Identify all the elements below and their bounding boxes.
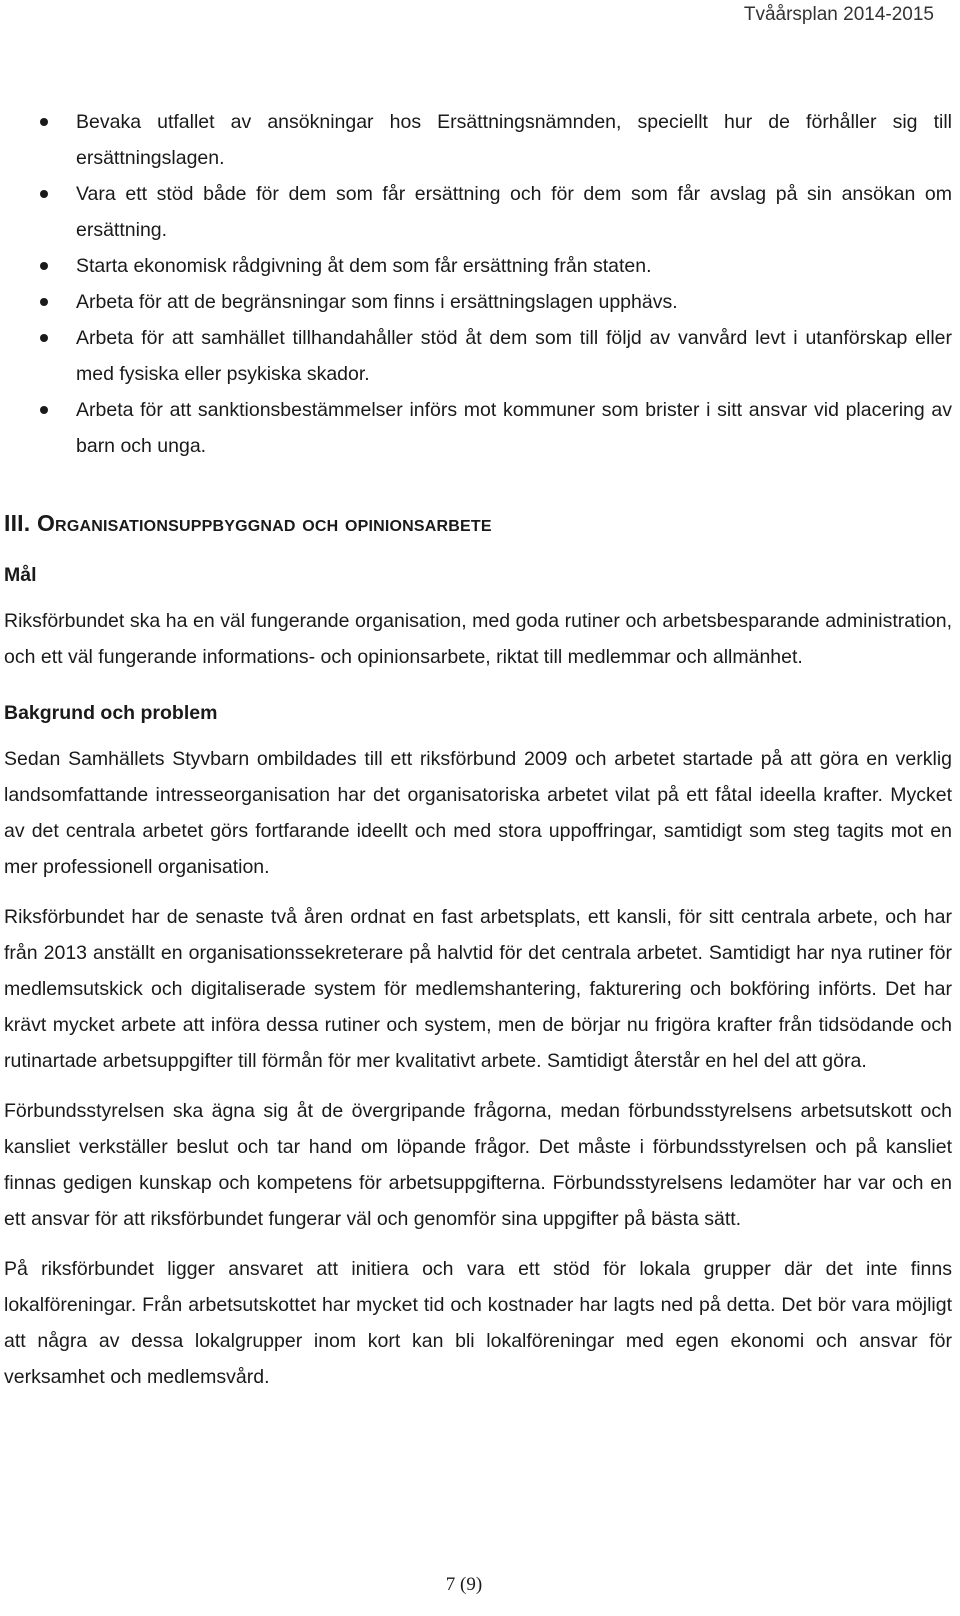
list-item [4, 284, 952, 320]
list-item-text: Bevaka utfallet av ansökningar hos Ersättningsnämnden, speciellt hur de förhåller sig till ersättningslagen. [76, 111, 952, 169]
section-title: Organisationsuppbyggnad och opinionsarbete [36, 510, 492, 536]
list-item-text: Vara ett stöd både för dem som får ersättning och för dem som får avslag på sin ansökan om ersättning. [76, 183, 952, 241]
background-paragraph: Riksförbundet har de senaste två åren ordnat en fast arbetsplats, ett kansli, för sitt centrala arbete, och har från 2013 anställt en organisationssekreterare på halvtid för det centrala arbetet. Samtidigt har nya rutiner för medlemsutskick och digitaliserade system för medlemshantering, fakturering och bokföring införts. Det har krävt mycket arbete att införa dessa rutiner och system, men de börjar nu frigöra krafter från tidsödande och rutinartade arbetsuppgifter till förmån för mer kvalitativt arbete. Samtidigt återstår en hel del att göra. [4, 906, 952, 1072]
section-heading [4, 510, 952, 537]
background-paragraph: Förbundsstyrelsen ska ägna sig åt de övergripande frågorna, medan förbundsstyrelsens arbetsutskott och kansliet verkställer beslut och tar hand om löpande frågor. Det måste i förbundsstyrelsen och på kansliet finnas gedigen kunskap och kompetens för arbetsuppgifterna. Förbundsstyrelsens ledamöter har var och en ett ansvar för att riksförbundet fungerar väl och genomför sina uppgifter på bästa sätt. [4, 1100, 952, 1230]
goal-paragraph: Riksförbundet ska ha en väl fungerande organisation, med goda rutiner och arbetsbesparande administration, och ett väl fungerande informations- och opinionsarbete, riktat till medlemmar och allmänhet. [4, 610, 952, 668]
list-item [4, 176, 952, 248]
bullet-icon [40, 298, 48, 306]
bullet-icon [40, 262, 48, 270]
bullet-icon [40, 406, 48, 414]
bullet-list [4, 104, 952, 464]
list-item [4, 104, 952, 176]
background-paragraph: Sedan Samhällets Styvbarn ombildades till ett riksförbund 2009 och arbetet startade på att göra en verklig landsomfattande intresseorganisation har det organisatoriska arbetet vilat på ett fåtal ideella krafter. Mycket av det centrala arbetet görs fortfarande ideellt och med stora uppoffringar, samtidigt som steg tagits mot en mer professionell organisation. [4, 748, 952, 878]
bullet-icon [40, 190, 48, 198]
list-item-text: Arbeta för att sanktionsbestämmelser införs mot kommuner som brister i sitt ansvar vid placering av barn och unga. [76, 399, 952, 457]
list-item-text: Arbeta för att samhället tillhandahåller stöd åt dem som till följd av vanvård levt i utanförskap eller med fysiska eller psykiska skador. [76, 327, 952, 385]
bullet-icon [40, 334, 48, 342]
bullet-icon [40, 118, 48, 126]
background-paragraph: På riksförbundet ligger ansvaret att initiera och vara ett stöd för lokala grupper där det inte finns lokalföreningar. Från arbetsutskottet har mycket tid och kostnader har lagts ned på detta. Det bör vara möjligt att några av dessa lokalgrupper inom kort kan bli lokalföreningar med egen ekonomi och ansvar för verksamhet och medlemsvård. [4, 1258, 952, 1388]
list-item-text: Arbeta för att de begränsningar som finns i ersättningslagen upphävs. [76, 291, 678, 313]
running-header: Tvåårsplan 2014-2015 [743, 4, 934, 25]
list-item [4, 320, 952, 392]
list-item [4, 392, 952, 464]
section-number: III. [4, 510, 31, 536]
list-item [4, 248, 952, 284]
page-number: 7 (9) [445, 1574, 483, 1595]
document-body [4, 104, 952, 1395]
background-heading: Bakgrund och problem [4, 702, 218, 724]
goal-heading: Mål [4, 564, 37, 586]
list-item-text: Starta ekonomisk rådgivning åt dem som får ersättning från staten. [76, 255, 652, 277]
